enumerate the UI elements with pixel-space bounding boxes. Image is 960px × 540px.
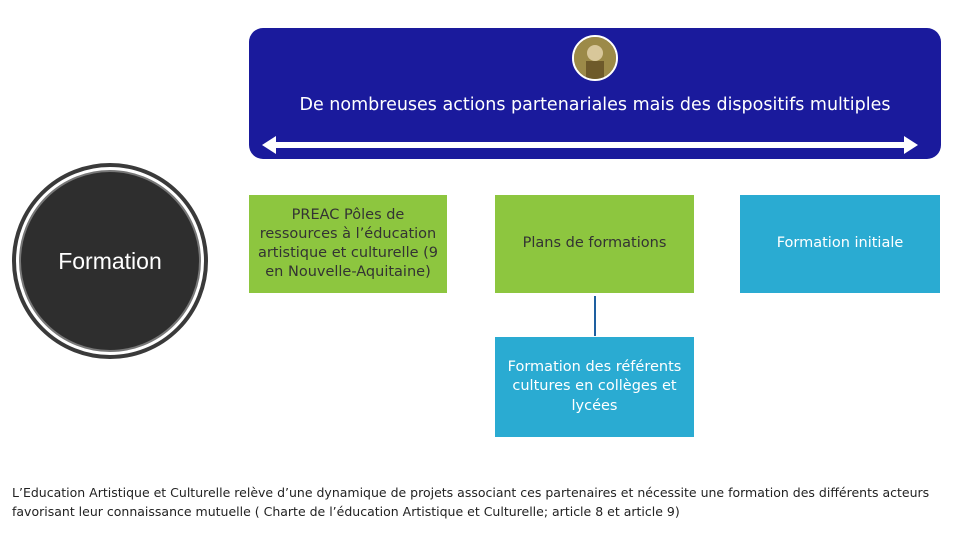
formation-circle bbox=[19, 170, 201, 352]
formation-label: Formation bbox=[58, 247, 162, 274]
footer-note: L’Education Artistique et Culturelle relève d’une dynamique de projets associant ces partenaires et nécessite une formation des différents acteurs favorisant leur connaissance mutuelle ( Charte de l’éducation Artistique et Culturelle; article 8 et article 9) bbox=[12, 485, 930, 519]
banner-title: De nombreuses actions partenariales mais des dispositifs multiples bbox=[299, 95, 891, 115]
preac-text: PREAC Pôles de ressources à l’éducation artistique et culturelle (9 en Nouvelle-Aquitaine) bbox=[257, 206, 439, 281]
portrait-photo bbox=[572, 35, 618, 81]
formation-initiale-box bbox=[740, 195, 940, 293]
referents-box bbox=[495, 337, 694, 437]
referents-text: Formation des référents cultures en collèges et lycées bbox=[507, 359, 682, 414]
formation-initiale-text: Formation initiale bbox=[776, 235, 904, 252]
double-arrow-icon bbox=[262, 136, 918, 154]
connector-line bbox=[594, 296, 596, 336]
plans-formations-text: Plans de formations bbox=[522, 235, 667, 252]
preac-box bbox=[249, 195, 447, 293]
plans-formations-box bbox=[495, 195, 694, 293]
